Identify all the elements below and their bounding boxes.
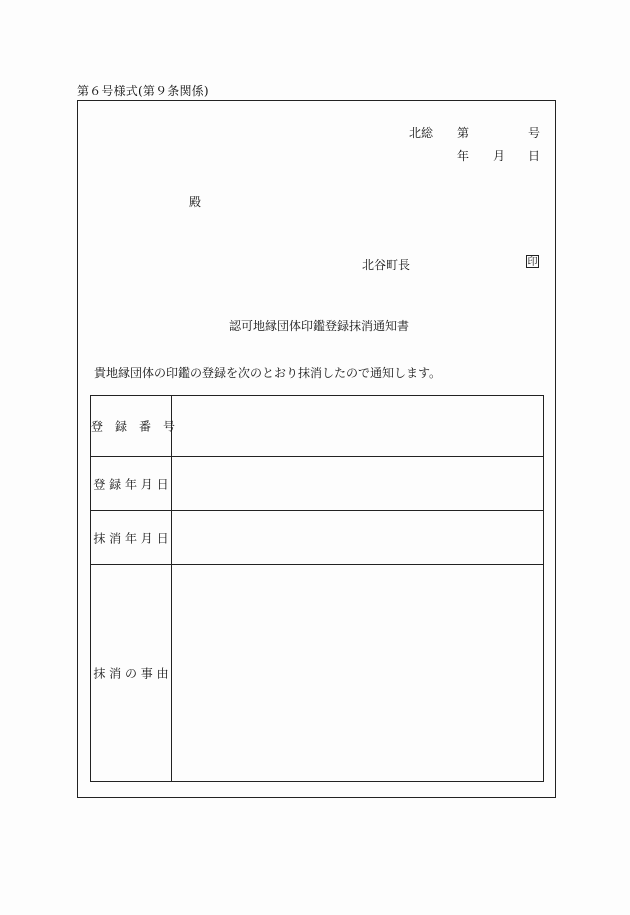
- table-row-cancellation-date: [91, 511, 543, 565]
- number-suffix: 号: [528, 126, 541, 140]
- row-label: 登 録 年 月 日: [93, 477, 169, 491]
- row-label: 抹 消 年 月 日: [93, 531, 169, 545]
- row-label: 登 録 番 号: [91, 419, 176, 434]
- table-row-registration-date: [91, 457, 543, 511]
- date-month: 月: [493, 149, 506, 163]
- table-row-cancellation-reason: [91, 565, 543, 781]
- form-number-label: 第６号様式(第９条関係): [77, 84, 209, 98]
- number-prefix: 第: [457, 126, 470, 140]
- registration-table: [90, 395, 544, 782]
- notice-body-text: 貴地縁団体の印鑑の登録を次のとおり抹消したので通知します。: [94, 366, 442, 380]
- date-day: 日: [528, 149, 541, 163]
- date-year: 年: [457, 149, 470, 163]
- document-title: 認可地縁団体印鑑登録抹消通知書: [229, 319, 410, 333]
- table-row-registration-number: [91, 396, 543, 457]
- issuer-prefix: 北総: [409, 126, 434, 140]
- recipient-honorific: 殿: [189, 195, 202, 209]
- seal-icon: 印: [527, 257, 538, 268]
- row-label: 抹 消 の 事 由: [93, 666, 169, 681]
- sender-title: 北谷町長: [362, 258, 411, 272]
